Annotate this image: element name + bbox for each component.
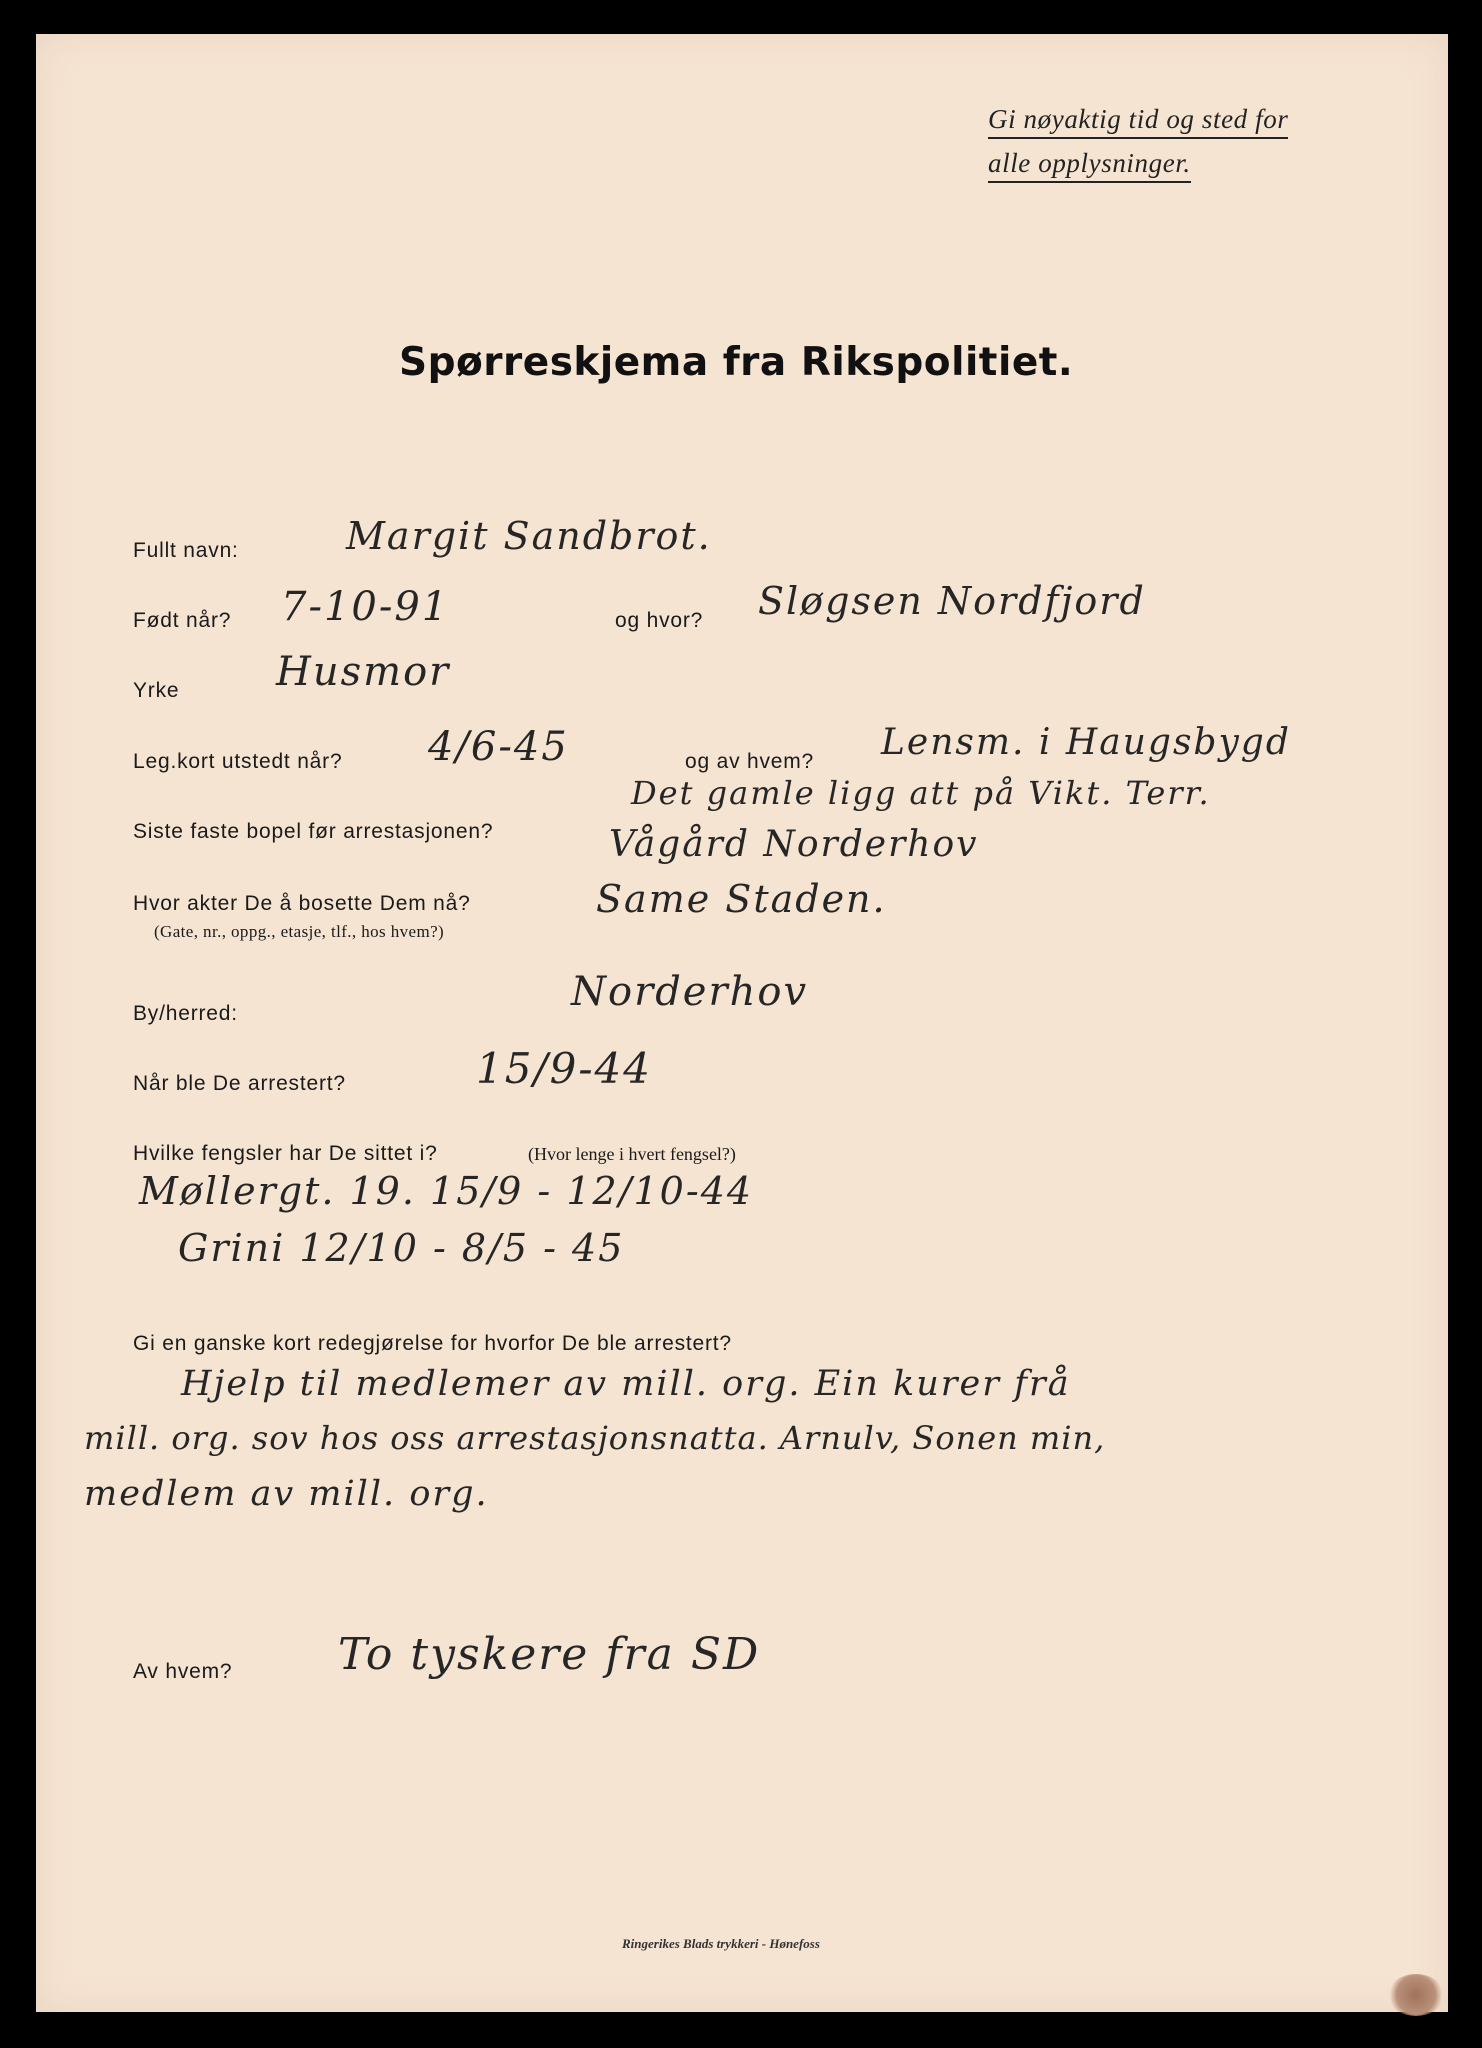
instruction-line-1: Gi nøyaktig tid og sted for — [988, 104, 1288, 139]
id-card-by-value: Lensm. i Haugsbygd — [881, 722, 1291, 763]
id-card-when-label: Leg.kort utstedt når? — [133, 750, 343, 773]
by-whom-value: To tyskere fra SD — [338, 1629, 761, 1680]
occupation-label: Yrke — [133, 679, 180, 702]
printer-imprint: Ringerikes Blads trykkeri - Hønefoss — [622, 1936, 820, 1951]
id-card-by-label: og av hvem? — [685, 750, 815, 773]
settle-label: Hvor akter De å bosette Dem nå? — [133, 892, 471, 915]
last-address-value: Vågård Norderhov — [609, 824, 979, 865]
born-where-label: og hvor? — [615, 609, 704, 632]
instruction-line-2: alle opplysninger. — [988, 148, 1191, 183]
settle-note: (Gate, nr., oppg., etasje, tlf., hos hvem?) — [154, 922, 445, 941]
born-when-value: 7-10-91 — [281, 584, 450, 630]
arrested-when-value: 15/9-44 — [476, 1044, 652, 1093]
last-address-label: Siste faste bopel før arrestasjonen? — [133, 820, 494, 843]
reason-line-1: Hjelp til medlemer av mill. org. Ein kurer frå — [181, 1364, 1071, 1404]
reason-line-3: medlem av mill. org. — [84, 1474, 489, 1514]
prisons-line-1: Møllergt. 19. 15/9 - 12/10-44 — [139, 1169, 754, 1213]
full-name-label: Fullt navn: — [133, 539, 239, 562]
reason-label: Gi en ganske kort redegjørelse for hvorfor De ble arrestert? — [133, 1332, 732, 1355]
prisons-line-2: Grini 12/10 - 8/5 - 45 — [178, 1226, 625, 1270]
municipality-label: By/herred: — [133, 1002, 238, 1025]
full-name-value: Margit Sandbrot. — [346, 514, 712, 558]
arrested-when-label: Når ble De arrestert? — [133, 1072, 346, 1095]
occupation-value: Husmor — [276, 649, 451, 695]
reason-line-2: mill. org. sov hos oss arrestasjonsnatta. Arnulv, Sonen min, — [84, 1419, 1106, 1457]
born-when-label: Født når? — [133, 609, 232, 632]
by-whom-label: Av hvem? — [133, 1660, 233, 1683]
id-card-when-value: 4/6-45 — [428, 724, 569, 770]
id-card-note: Det gamle ligg att på Vikt. Terr. — [631, 774, 1211, 812]
prisons-note: (Hvor lenge i hvert fengsel?) — [528, 1144, 736, 1164]
municipality-value: Norderhov — [571, 969, 809, 1015]
questionnaire-page — [36, 34, 1448, 2012]
prisons-label: Hvilke fengsler har De sittet i? — [133, 1142, 438, 1165]
paper-stain — [1388, 1974, 1444, 2016]
settle-value: Same Staden. — [596, 877, 887, 921]
born-where-value: Sløgsen Nordfjord — [758, 579, 1146, 623]
page-title: Spørreskjema fra Rikspolitiet. — [399, 340, 1074, 385]
